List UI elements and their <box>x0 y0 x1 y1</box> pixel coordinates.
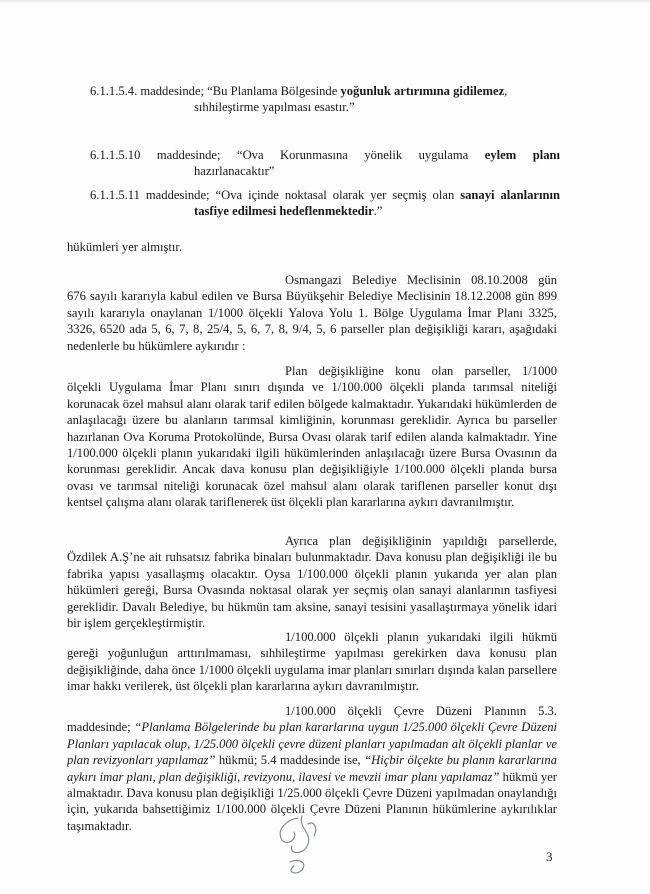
item-2-prefix: 6.1.1.5.10 maddesinde; “Ova Korunmasına yönelik uygulama <box>90 148 485 162</box>
paragraph-3-first-line: Ayrıca plan değişikliğinin yapıldığı parsellerde, <box>285 534 557 548</box>
paragraph-2 <box>67 363 557 511</box>
paragraph-4 <box>67 629 557 695</box>
paragraph-2-first-line: Plan değişikliğine konu olan parseller, 1/1000 <box>285 364 557 378</box>
item-3-bold: sanayi alanlarının <box>460 188 561 202</box>
paragraph-3 <box>67 533 557 631</box>
article-item-3 <box>90 187 560 220</box>
paragraph-3-body: Özdilek A.Ş’ne ait ruhsatsız fabrika binaları bulunmaktadır. Dava konusu plan değişikliği ile bu fabrika yapısı yasallaşmış olacaktır. Oysa 1/100.000 ölçekli planın yukarıda yer alan plan hükümleri gereği, Bursa Ovasında noktasal olarak yer seçmiş olan sanayi alanlarının tasfiyesi gereklidir. Davalı Belediye, bu hükmün tam aksine, sanayi tesisini yasallaştırmaya yönelik idari bir işlem gerçekleştirmiştir. <box>67 550 557 631</box>
item-3-prefix: 6.1.1.5.11 maddesinde; “Ova içinde noktasal olarak yer seçmiş olan <box>90 188 461 202</box>
paragraph-4-body: gereği yoğunluğun arttırılmaması, sıhhileştirme yapılması gerekirken dava konusu plan değişikliğinde, daha önce 1/1000 ölçekli uygulama imar planları sınırları dışında kalan parsellere imar hakkı verilerek, üst ölçekli plan kararlarına aykırı davranılmıştır. <box>67 646 557 694</box>
item-1-prefix: 6.1.1.5.4. maddesinde; “Bu Planlama Bölgesinde <box>90 84 341 98</box>
item-2-line2: hazırlanacaktır” <box>194 164 275 179</box>
item-1-bold: yoğunluk artırımına gidilemez <box>340 84 505 98</box>
paragraph-5-c: hükmü yer almaktadır. Dava konusu plan değişikliği 1/25.000 ölçekli Çevre Düzeni yapılmadan onaylandığı için, yukarıda bahsettiğimiz 1/100.000 ölçekli Çevre Düzeni Planının hükümlerine aykırılıklar taşımaktadır. <box>67 769 557 833</box>
item-1-suffix: , <box>504 84 508 98</box>
paragraph-5-b: hükmü; 5.4 maddesinde ise, <box>215 753 365 768</box>
paragraph-5-quote-2: “Hiçbir ölçekte bu planın kararlarına aykırı imar planı, plan değişikliği, revizyonu, ilavesi ve mevzii imar planı yapılamaz” <box>67 753 558 784</box>
paragraph-2-body: ölçekli Uygulama İmar Planı sınırı dışında ve 1/100.000 ölçekli planda tarımsal niteliği korunacak özel mahsul alanı olarak tarif edilen bölgede kalmaktadır. Yukarıdaki hükümlerden de anlaşılacağı üzere bu alanların tarımsal kimliğinin, korunması gereklidir. Ayrıca bu parseller hazırlanan Ova Koruma Protokolünde, Bursa Ovası olarak tarif edilen alanda kalmaktadır. Yine 1/100.000 ölçekli planın yukarıdaki ilgili hükümlerinden anlaşılacağı üzere Bursa Ovasının da korunması gereklidir. Ancak dava konusu plan değişikliğiyle 1/100.000 ölçekli planda bursa ovası ve tarımsal niteliği korunacak özel mahsul alanı olarak tariflenen parseller konut dışı kentsel çalışma alanı olarak tariflenerek üst ölçekli plan kararlarına aykırı davranılmıştır. <box>67 380 557 510</box>
item-2-bold: eylem planı <box>484 148 560 162</box>
article-item-1 <box>90 83 560 116</box>
handwritten-signature-icon <box>268 810 328 880</box>
hukumleri-line: hükümleri yer almıştır. <box>67 240 183 254</box>
item-3-line2-suffix: .” <box>373 204 383 219</box>
paragraph-4-first-line: 1/100.000 ölçekli planın yukarıdaki ilgili hükmü <box>285 630 557 644</box>
paragraph-1-body: 676 sayılı kararıyla kabul edilen ve Bursa Büyükşehir Belediye Meclisinin 18.12.2008 gün 899 sayılı kararıyla onaylanan 1/1000 ölçekli Yalova Yolu 1. Bölge Uygulama İmar Planı 3325, 3326, 6520 ada 5, 6, 7, 8, 25/4, 5, 6, 7, 8, 9/4, 5, 6 parseller plan değişikliği kararı, aşağıdaki nedenlerle bu hükümlere aykırıdır : <box>67 289 557 353</box>
paragraph-5-a: maddesinde; <box>67 720 135 735</box>
page-number: 3 <box>546 849 553 864</box>
item-1-line2: sıhhileştirme yapılması esastır.” <box>194 100 355 115</box>
paragraph-1 <box>67 272 557 354</box>
paragraph-1-first-line: Osmangazi Belediye Meclisinin 08.10.2008 gün <box>285 273 557 287</box>
paragraph-5-quote-1: “Planlama Bölgelerinde bu plan kararlarına uygun 1/25.000 ölçekli Çevre Düzeni Planları yapılacak olup, 1/25.000 ölçekli çevre düzeni planları yapılmadan alt ölçekli planlar ve plan revizyonları yapılamaz” <box>67 720 557 768</box>
paragraph-5-first-line: 1/100.000 ölçekli Çevre Düzeni Planının 5.3. <box>285 704 557 718</box>
article-item-2 <box>90 147 560 180</box>
item-3-line2-bold: tasfiye edilmesi hedeflenmektedir <box>194 204 374 219</box>
